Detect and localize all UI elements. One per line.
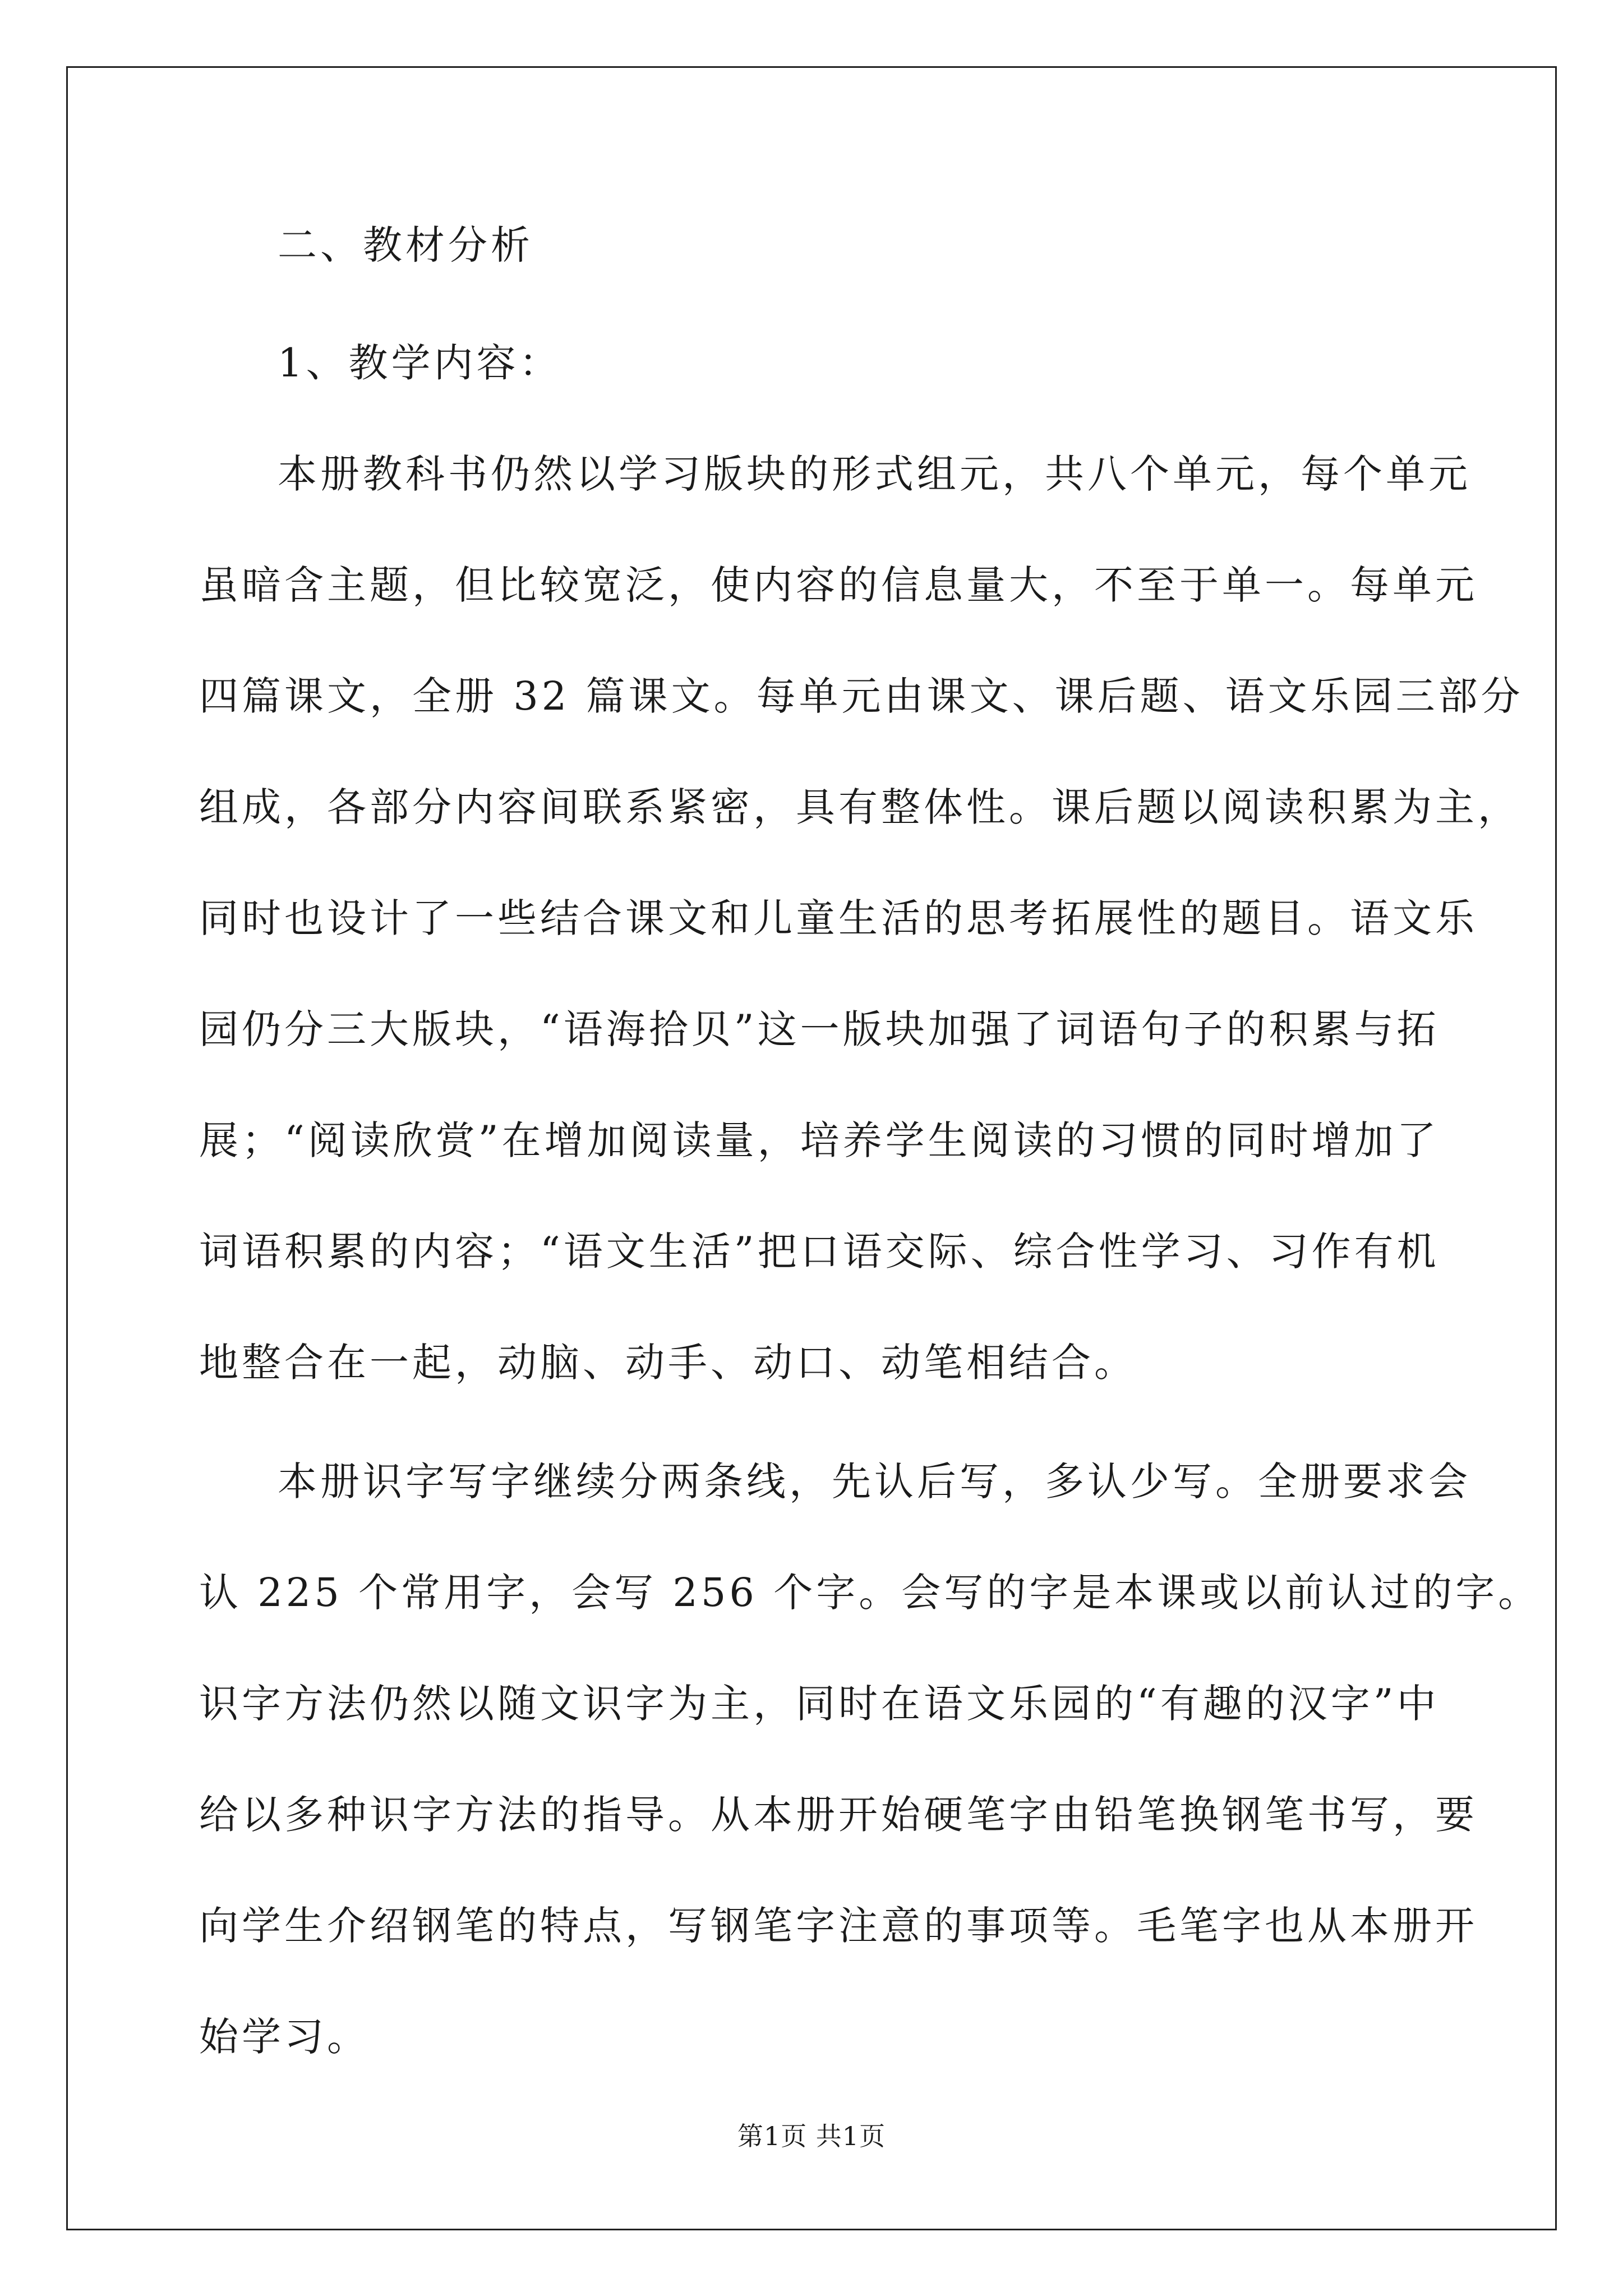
paragraph-line: 始学习。 bbox=[199, 2014, 370, 2060]
paragraph-line: 虽暗含主题，但比较宽泛，使内容的信息量大，不至于单一。每单元 bbox=[199, 562, 1478, 608]
paragraph-line: 园仍分三大版块，“语海拾贝”这一版块加强了词语句子的积累与拓 bbox=[199, 1006, 1440, 1052]
paragraph-line: 向学生介绍钢笔的特点，写钢笔字注意的事项等。毛笔字也从本册开 bbox=[199, 1903, 1478, 1949]
subsection-heading: 1、教学内容： bbox=[278, 340, 562, 386]
paragraph-line: 展；“阅读欣赏”在增加阅读量，培养学生阅读的习惯的同时增加了 bbox=[199, 1117, 1440, 1163]
paragraph-line: 四篇课文，全册 32 篇课文。每单元由课文、课后题、语文乐园三部分 bbox=[199, 673, 1524, 719]
paragraph-line: 地整合在一起，动脑、动手、动口、动笔相结合。 bbox=[199, 1340, 1137, 1386]
paragraph-line: 词语积累的内容；“语文生活”把口语交际、综合性学习、习作有机 bbox=[199, 1228, 1440, 1274]
page-number-footer: 第1页 共1页 bbox=[737, 2121, 886, 2151]
paragraph-line: 识字方法仍然以随文识字为主，同时在语文乐园的“有趣的汉字”中 bbox=[199, 1681, 1440, 1727]
paragraph-line: 给以多种识字方法的指导。从本册开始硬笔字由铅笔换钢笔书写，要 bbox=[199, 1792, 1478, 1838]
paragraph-line: 认 225 个常用字，会写 256 个字。会写的字是本课或以前认过的字。 bbox=[199, 1570, 1541, 1616]
section-heading: 二、教材分析 bbox=[278, 222, 533, 268]
paragraph-line: 组成，各部分内容间联系紧密，具有整体性。课后题以阅读积累为主， bbox=[199, 784, 1520, 830]
paragraph-line: 本册识字写字继续分两条线，先认后写，多认少写。全册要求会 bbox=[278, 1458, 1471, 1504]
paragraph-line: 本册教科书仍然以学习版块的形式组元，共八个单元，每个单元 bbox=[278, 451, 1471, 497]
paragraph-line: 同时也设计了一些结合课文和儿童生活的思考拓展性的题目。语文乐 bbox=[199, 895, 1478, 941]
